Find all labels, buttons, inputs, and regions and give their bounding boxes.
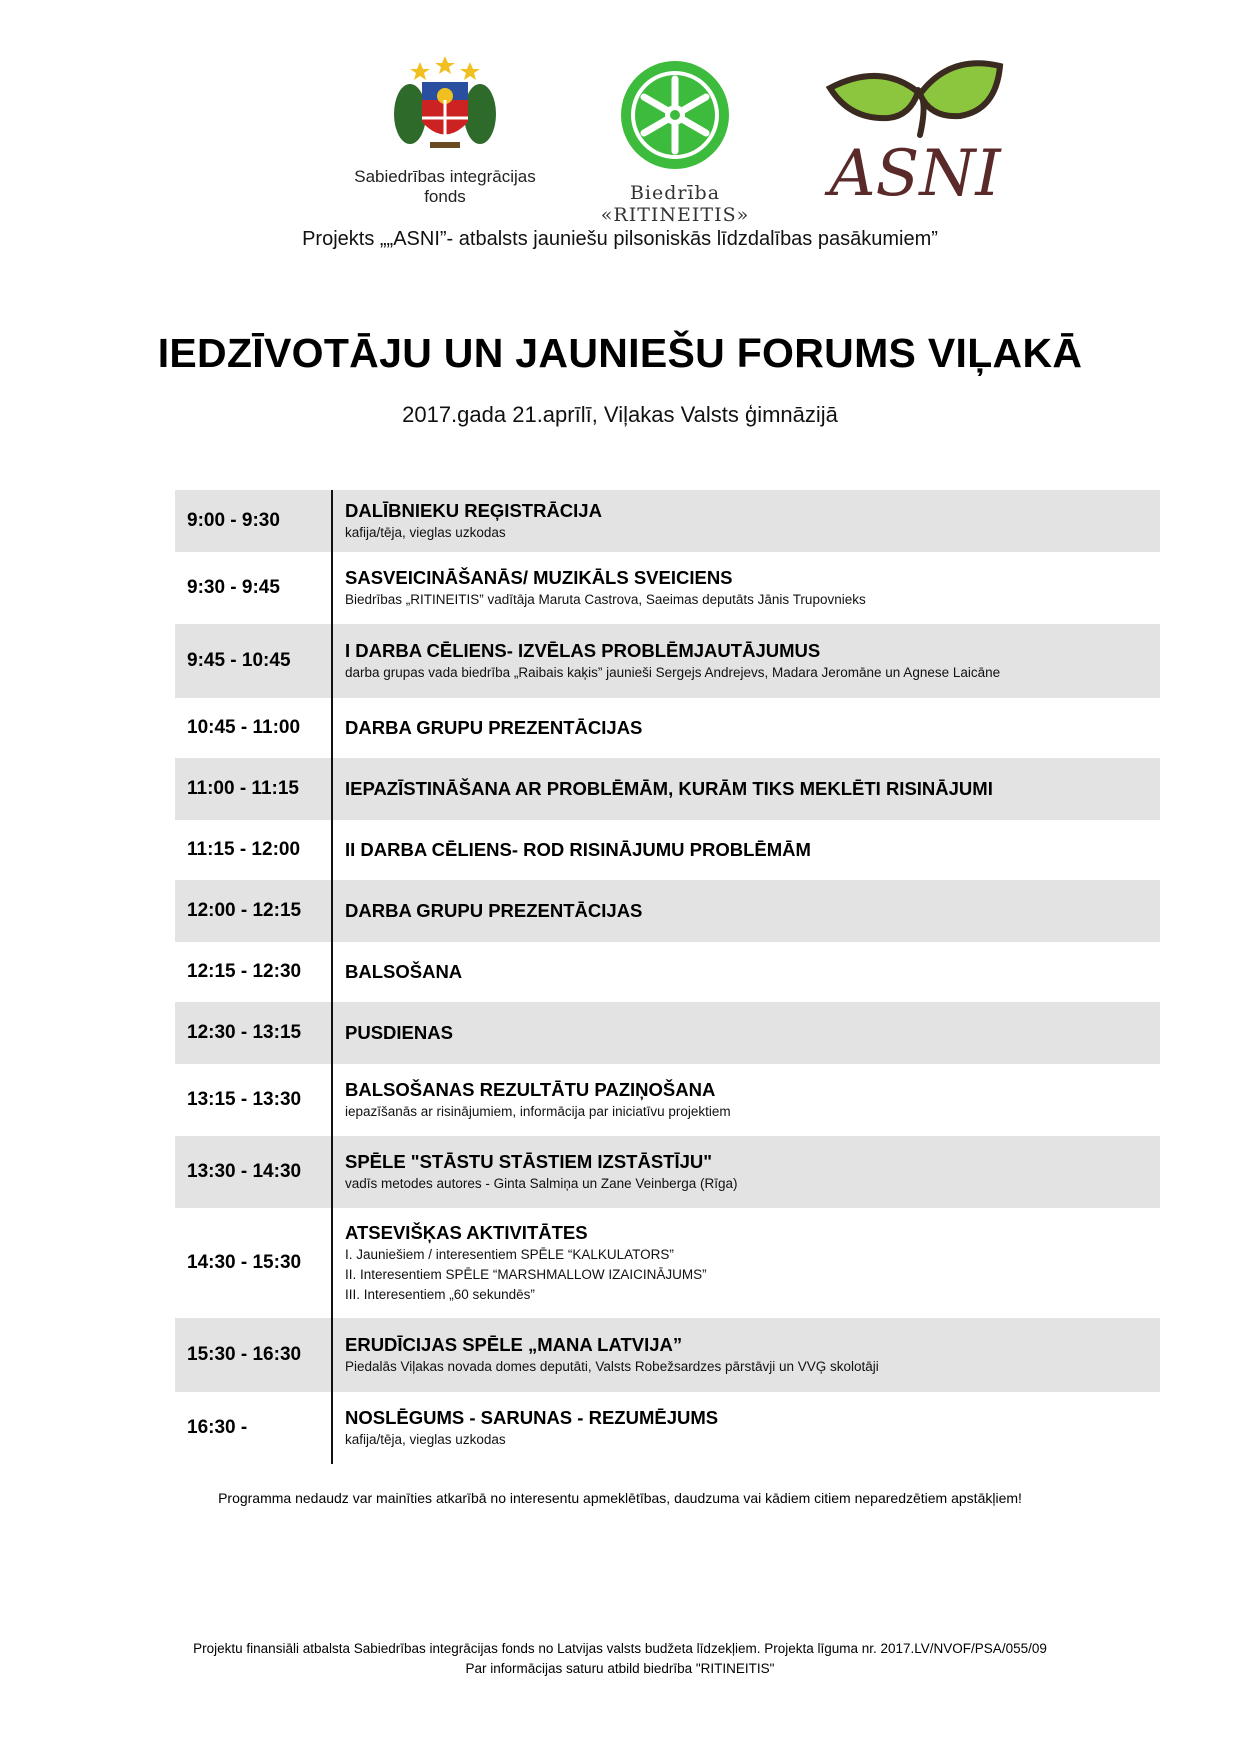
agenda-description: darba grupas vada biedrība „Raibais kaķis” jaunieši Sergejs Andrejevs, Madara Jeromāne un Agnese Laicāne [345, 665, 1001, 680]
agenda-title: SASVEICINĀŠANĀS/ MUZIKĀLS SVEICIENS [345, 567, 733, 588]
footer-funding-line: Projektu finansiāli atbalsta Sabiedrības integrācijas fonds no Latvijas valsts budžeta līdzekļiem. Projekta līguma nr. 2017.LV/NVOF/PSA/055/09 [193, 1641, 1047, 1656]
asni-sprout-icon [810, 60, 1020, 210]
agenda-table [175, 490, 1160, 1464]
agenda-title: BALSOŠANA [345, 961, 463, 982]
agenda-time: 12:15 - 12:30 [175, 942, 333, 1002]
agenda-row [175, 624, 1160, 698]
ritineitis-wheel-icon [617, 57, 733, 173]
agenda-title: BALSOŠANAS REZULTĀTU PAZIŅOŠANA [345, 1079, 716, 1100]
agenda-row [175, 698, 1160, 758]
agenda-row [175, 820, 1160, 880]
agenda-time: 10:45 - 11:00 [175, 698, 333, 758]
agenda-row [175, 490, 1160, 552]
ritineitis-logo [555, 57, 795, 226]
agenda-time: 16:30 - [175, 1392, 333, 1464]
footer [0, 1639, 1240, 1679]
ritineitis-caption: Biedrība «RITINEITIS» [600, 182, 750, 226]
agenda-row [175, 1392, 1160, 1464]
agenda-time: 9:00 - 9:30 [175, 490, 333, 552]
agenda-description: kafija/tēja, vieglas uzkodas [345, 1432, 506, 1447]
agenda-row [175, 552, 1160, 624]
agenda-title: DARBA GRUPU PREZENTĀCIJAS [345, 717, 643, 738]
agenda-title: PUSDIENAS [345, 1022, 453, 1043]
agenda-time: 14:30 - 15:30 [175, 1208, 333, 1318]
sif-caption-line2: fonds [424, 187, 466, 206]
agenda-content [333, 1318, 1160, 1392]
agenda-content [333, 1392, 1160, 1464]
program-change-note: Programma nedaudz var mainīties atkarībā no interesentu apmeklētības, daudzuma vai kādiem citiem neparedzētiem apstākļiem! [218, 1490, 1022, 1506]
agenda-description: iepazīšanās ar risinājumiem, informācija par iniciatīvu projektiem [345, 1104, 731, 1119]
agenda-content [333, 758, 1160, 820]
logos-header [0, 52, 1240, 226]
footer-responsibility-line: Par informācijas saturu atbild biedrība "RITINEITIS" [465, 1661, 775, 1676]
agenda-description: II. Interesentiem SPĒLE “MARSHMALLOW IZAICINĀJUMS” [345, 1267, 707, 1282]
asni-wordmark: ASNI [829, 137, 1001, 210]
agenda-time: 12:00 - 12:15 [175, 880, 333, 942]
sif-logo [345, 52, 545, 212]
agenda-time: 11:00 - 11:15 [175, 758, 333, 820]
agenda-title: DARBA GRUPU PREZENTĀCIJAS [345, 900, 643, 921]
agenda-content [333, 624, 1160, 698]
agenda-title: II DARBA CĒLIENS- ROD RISINĀJUMU PROBLĒMĀM [345, 839, 811, 860]
agenda-time: 9:45 - 10:45 [175, 624, 333, 698]
agenda-time: 12:30 - 13:15 [175, 1002, 333, 1064]
agenda-description: kafija/tēja, vieglas uzkodas [345, 525, 506, 540]
project-line: Projekts „„ASNI”- atbalsts jauniešu pilsoniskās līdzdalības pasākumiem” [302, 228, 938, 250]
agenda-content [333, 1208, 1160, 1318]
agenda-title: ERUDĪCIJAS SPĒLE „MANA LATVIJA” [345, 1334, 683, 1355]
agenda-description: Piedalās Viļakas novada domes deputāti, Valsts Robežsardzes pārstāvji un VVĢ skolotāji [345, 1359, 879, 1374]
agenda-row [175, 1208, 1160, 1318]
agenda-time: 9:30 - 9:45 [175, 552, 333, 624]
agenda-title: I DARBA CĒLIENS- IZVĒLAS PROBLĒMJAUTĀJUMUS [345, 640, 821, 661]
agenda-title: ATSEVIŠĶAS AKTIVITĀTES [345, 1222, 588, 1243]
agenda-description: Biedrības „RITINEITIS” vadītāja Maruta Castrova, Saeimas deputāts Jānis Trupovnieks [345, 592, 866, 607]
agenda-time: 13:30 - 14:30 [175, 1136, 333, 1208]
agenda-content [333, 490, 1160, 552]
event-date-location: 2017.gada 21.aprīlī, Viļakas Valsts ģimnāzijā [402, 402, 838, 427]
agenda-title: DALĪBNIEKU REĢISTRĀCIJA [345, 500, 602, 521]
agenda-content [333, 820, 1160, 880]
agenda-content [333, 1136, 1160, 1208]
agenda-row [175, 758, 1160, 820]
agenda-row [175, 1002, 1160, 1064]
agenda-row [175, 942, 1160, 1002]
agenda-content [333, 698, 1160, 758]
asni-logo [810, 60, 1020, 210]
agenda-row [175, 1136, 1160, 1208]
agenda-time: 13:15 - 13:30 [175, 1064, 333, 1136]
agenda-row [175, 1318, 1160, 1392]
agenda-content [333, 942, 1160, 1002]
agenda-description: vadīs metodes autores - Ginta Salmiņa un Zane Veinberga (Rīga) [345, 1176, 738, 1191]
agenda-time: 15:30 - 16:30 [175, 1318, 333, 1392]
agenda-title: NOSLĒGUMS - SARUNAS - REZUMĒJUMS [345, 1407, 719, 1428]
latvia-coat-of-arms-icon [390, 52, 500, 162]
agenda-title: IEPAZĪSTINĀŠANA AR PROBLĒMĀM, KURĀM TIKS MEKLĒTI RISINĀJUMI [345, 778, 993, 799]
agenda-content [333, 552, 1160, 624]
sif-caption-line1: Sabiedrības integrācijas [354, 167, 536, 186]
agenda-description: I. Jauniešiem / interesentiem SPĒLE “KALKULATORS” [345, 1247, 674, 1262]
agenda-description: III. Interesentiem „60 sekundēs” [345, 1287, 535, 1302]
agenda-row [175, 880, 1160, 942]
agenda-content [333, 1064, 1160, 1136]
agenda-time: 11:15 - 12:00 [175, 820, 333, 880]
agenda-row [175, 1064, 1160, 1136]
page-title: IEDZĪVOTĀJU UN JAUNIEŠU FORUMS VIĻAKĀ [157, 330, 1083, 376]
agenda-content [333, 880, 1160, 942]
agenda-title: SPĒLE "STĀSTU STĀSTIEM IZSTĀSTĪJU" [345, 1151, 713, 1172]
agenda-content [333, 1002, 1160, 1064]
